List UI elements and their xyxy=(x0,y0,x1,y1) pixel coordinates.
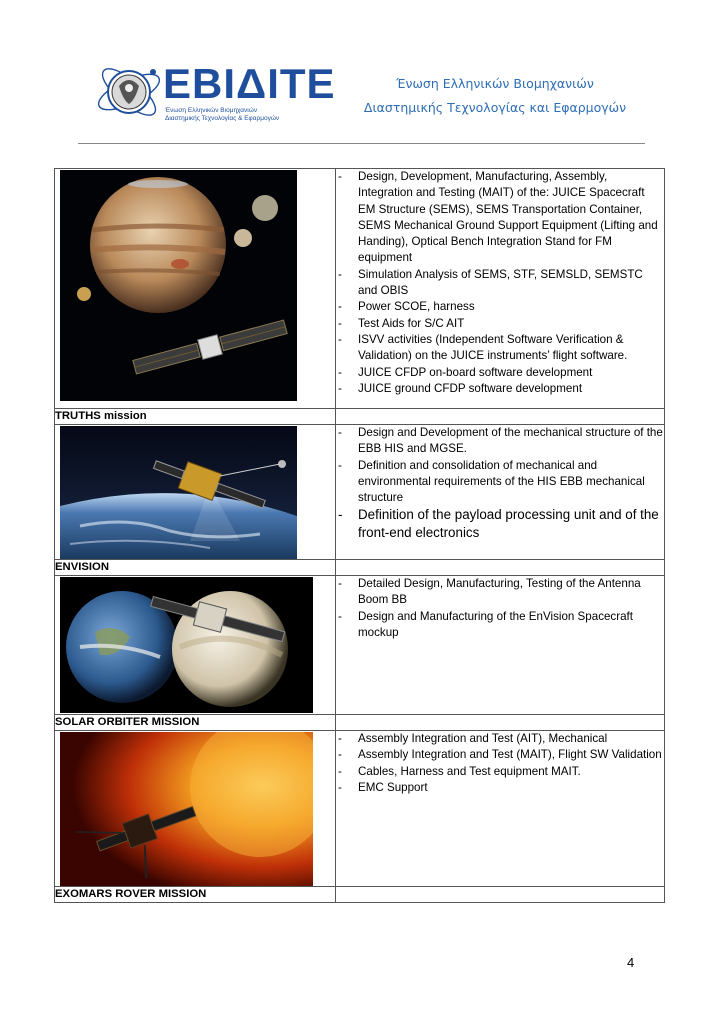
solar-orbiter-task-list xyxy=(336,731,664,796)
list-item: - EMC Support xyxy=(336,780,664,796)
mission-title-row xyxy=(55,409,665,425)
mission-title-row xyxy=(55,715,665,731)
mission-title-truths: TRUTHS mission xyxy=(55,409,336,425)
list-item: - Design and Manufacturing of the EnVision Spacecraft mockup xyxy=(336,609,664,642)
juice-task-list xyxy=(336,169,664,397)
header-divider xyxy=(78,143,645,144)
solar-orbiter-image xyxy=(60,732,313,886)
logo-subtitle xyxy=(165,107,295,123)
logo-subtitle-line-2: Διαστημικής Τεχνολογίας & Εφαρμογών xyxy=(165,115,280,122)
mission-tasks-cell xyxy=(336,169,665,409)
org-name-line-1: Ένωση Ελληνικών Βιομηχανιών xyxy=(396,76,594,91)
list-item: - Test Aids for S/C AIT xyxy=(336,316,664,332)
mission-title-solar-orbiter: SOLAR ORBITER MISSION xyxy=(55,715,336,731)
empty-cell xyxy=(336,560,665,576)
mission-row-envision xyxy=(55,576,665,715)
mission-title-row xyxy=(55,560,665,576)
mission-row-solar-orbiter xyxy=(55,731,665,887)
empty-cell xyxy=(336,409,665,425)
logo-name: ΕΒΙΔΙΤΕ xyxy=(163,60,336,107)
mission-title-envision: ENVISION xyxy=(55,560,336,576)
list-item: - Definition and consolidation of mechanical and environmental requirements of the HIS EBB mechanical structure xyxy=(336,458,664,507)
list-item: - Power SCOE, harness xyxy=(336,299,664,315)
list-item: - Cables, Harness and Test equipment MAIT. xyxy=(336,764,664,780)
list-item: - Detailed Design, Manufacturing, Testing of the Antenna Boom BB xyxy=(336,576,664,609)
envision-venus-image xyxy=(60,577,313,713)
mission-row-juice xyxy=(55,169,665,409)
list-item: - Design, Development, Manufacturing, Assembly, Integration and Testing (MAIT) of the: JUICE Spacecraft EM Structure (SEMS), SEMS Transportation Container, SEMS Mechanical Ground Support Equipment (Lifting and Handing), Optical Bench Integration Stand for FM equipment xyxy=(336,169,664,267)
emblem-icon xyxy=(95,52,167,132)
list-item: - Assembly Integration and Test (MAIT), Flight SW Validation xyxy=(336,747,664,763)
list-item: - Simulation Analysis of SEMS, STF, SEMSLD, SEMSTC and OBIS xyxy=(336,267,664,300)
empty-cell xyxy=(336,715,665,731)
list-item: - JUICE CFDP on-board software development xyxy=(336,365,664,381)
list-item: - JUICE ground CFDP software development xyxy=(336,381,664,397)
mission-tasks-cell xyxy=(336,576,665,715)
mission-image-cell xyxy=(55,731,336,887)
mission-image-cell xyxy=(55,576,336,715)
page-header xyxy=(0,0,724,145)
truths-task-list xyxy=(336,425,664,542)
mission-image-cell xyxy=(55,425,336,560)
missions-table xyxy=(54,168,665,903)
page-number: 4 xyxy=(627,955,635,970)
mission-tasks-cell xyxy=(336,731,665,887)
empty-cell xyxy=(336,887,665,903)
list-item: - Assembly Integration and Test (AIT), Mechanical xyxy=(336,731,664,747)
ebidite-logo xyxy=(95,52,336,132)
list-item: - ISVV activities (Independent Software Verification & Validation) on the JUICE instruments’ flight software. xyxy=(336,332,664,365)
org-name-line-2: Διαστημικής Τεχνολογίας και Εφαρμογών xyxy=(363,100,627,115)
list-item: - Definition of the payload processing unit and of the front-end electronics xyxy=(336,506,664,542)
mission-title-exomars: EXOMARS ROVER MISSION xyxy=(55,887,336,903)
mission-image-cell xyxy=(55,169,336,409)
list-item: - Design and Development of the mechanical structure of the EBB HIS and MGSE. xyxy=(336,425,664,458)
juice-jupiter-spacecraft-image xyxy=(60,170,297,401)
truths-satellite-image xyxy=(60,426,297,559)
mission-title-row xyxy=(55,887,665,903)
mission-tasks-cell xyxy=(336,425,665,560)
logo-subtitle-line-1: Ένωση Ελληνικών Βιομηχανιών xyxy=(165,107,258,114)
mission-row-truths xyxy=(55,425,665,560)
envision-task-list xyxy=(336,576,664,641)
